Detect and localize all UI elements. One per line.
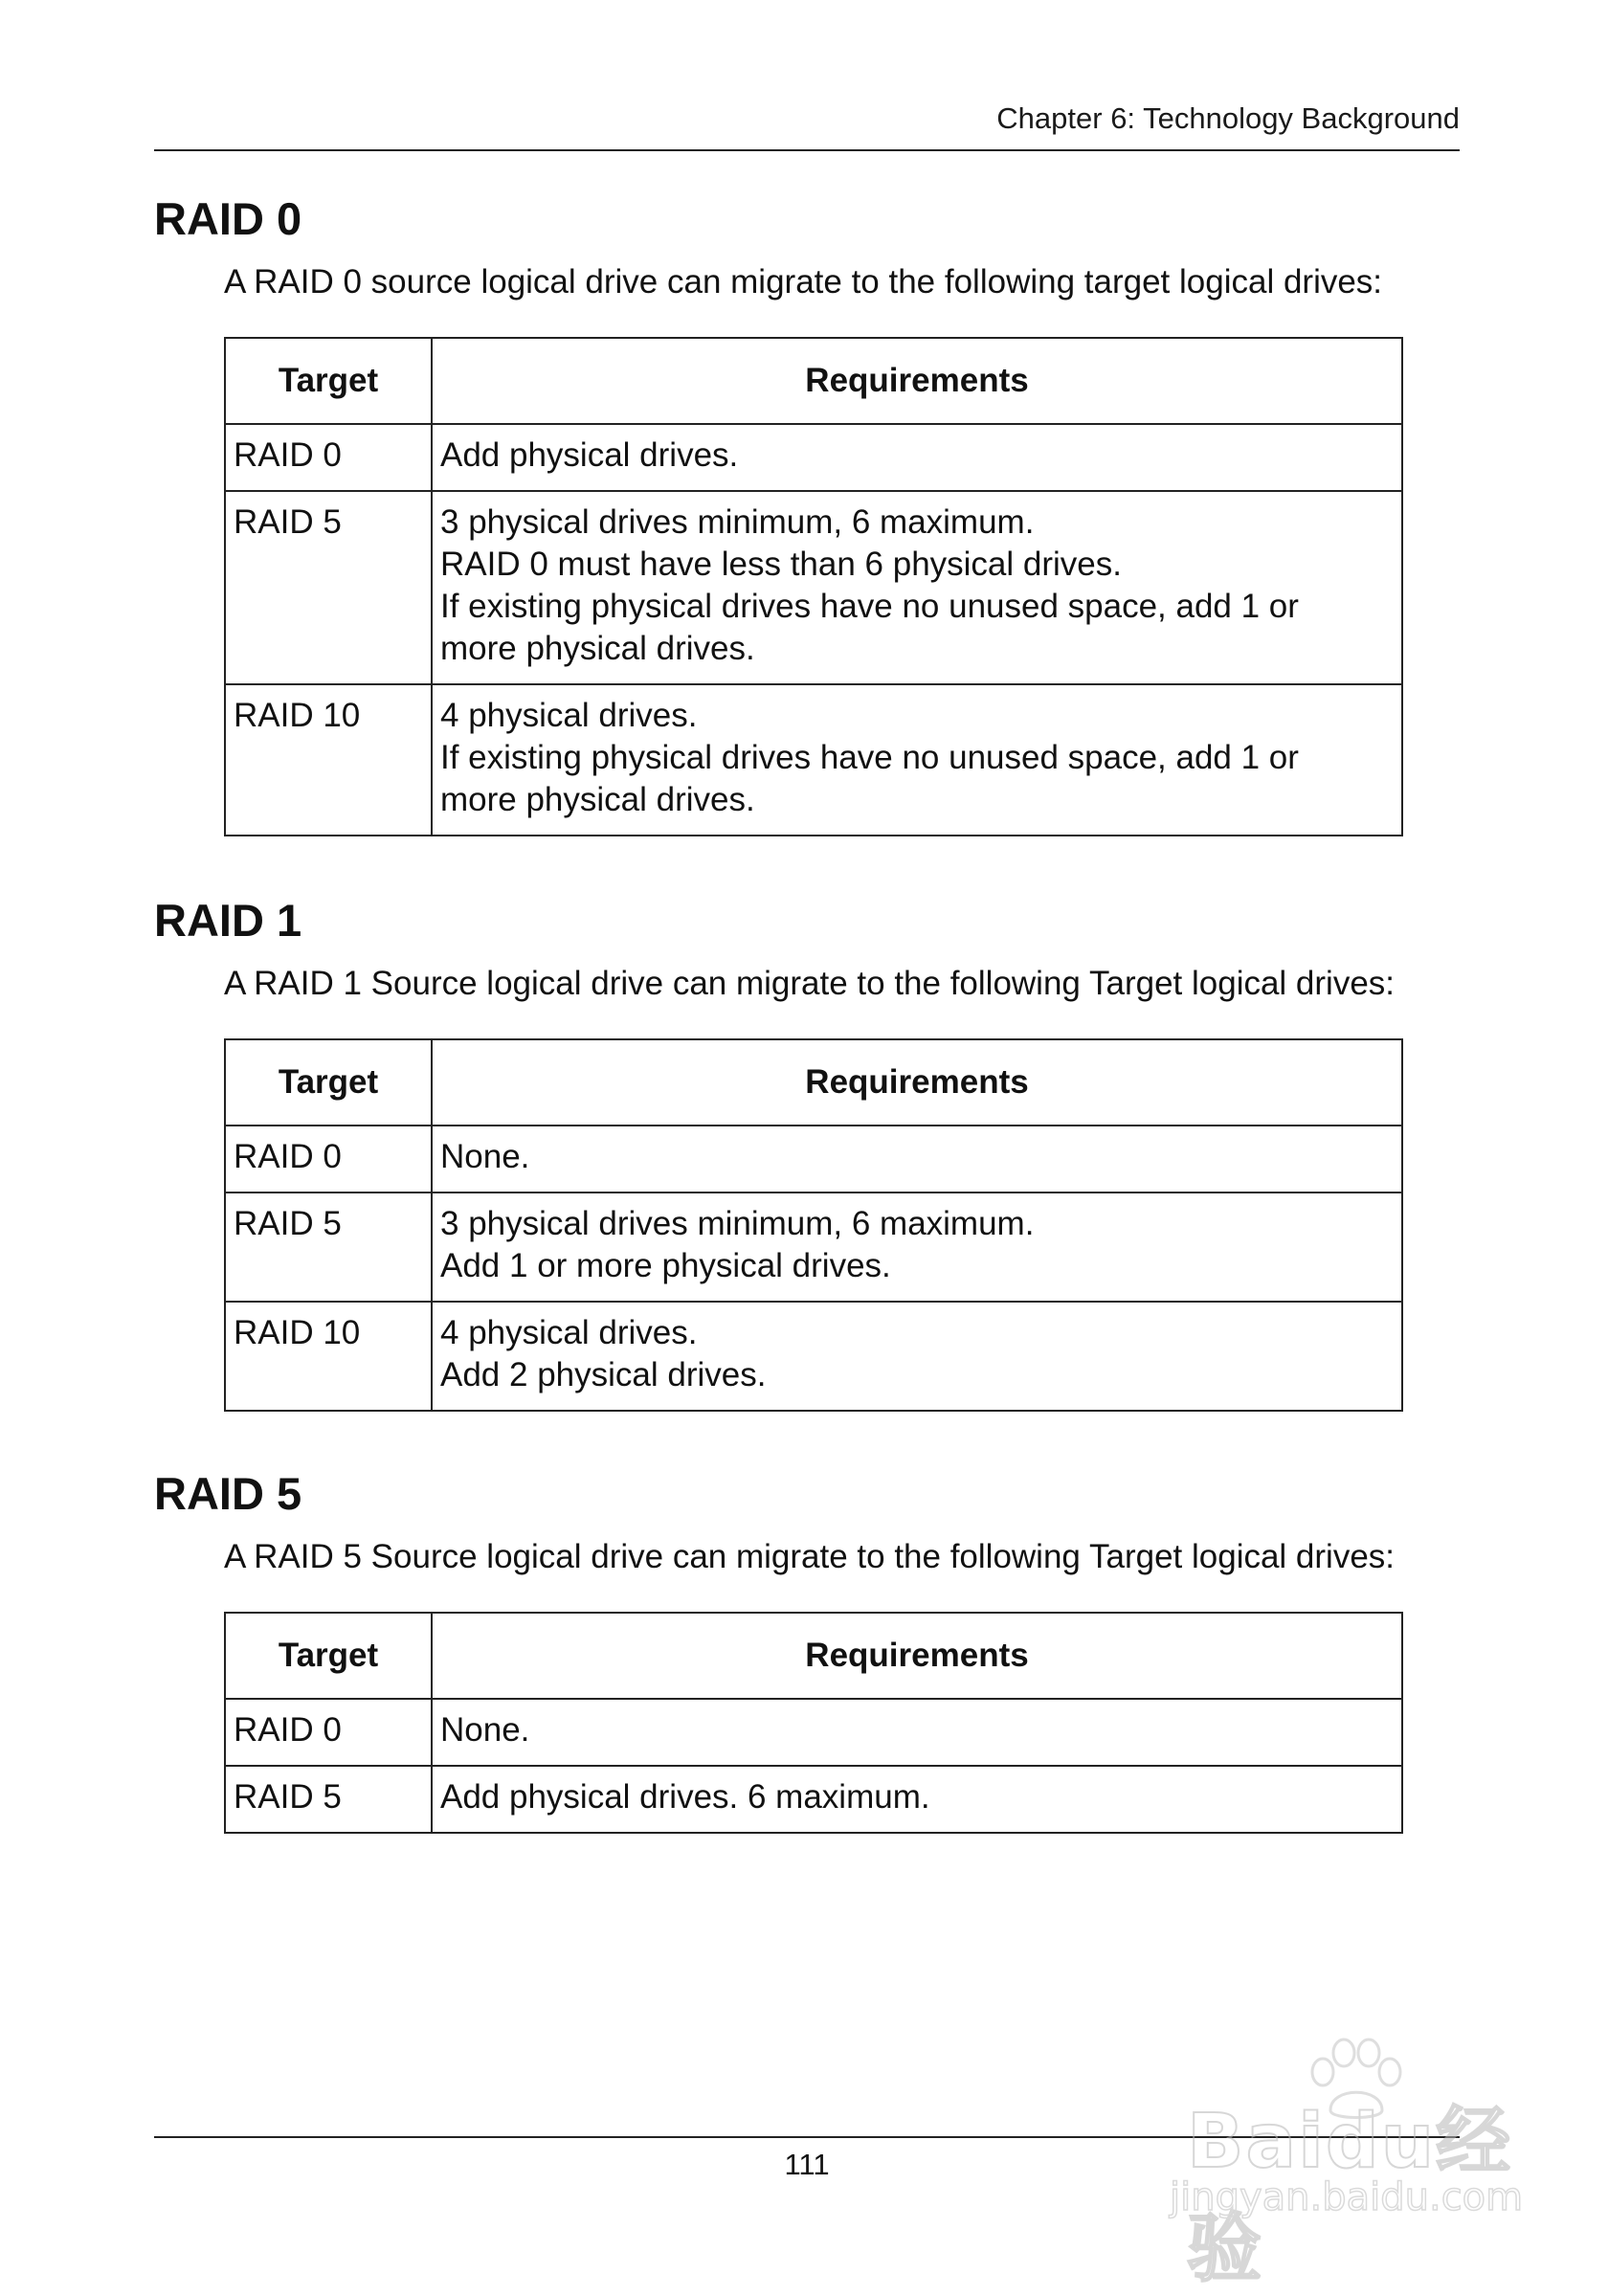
column-header-target: Target (225, 1039, 432, 1126)
requirements-cell (432, 1193, 1402, 1302)
watermark-brand: Baidu经验 (1187, 2099, 1513, 2292)
section-raid-0 (154, 193, 1460, 836)
section-intro: A RAID 5 Source logical drive can migrate to the following Target logical drives: (224, 1538, 1396, 1575)
section-intro: A RAID 0 source logical drive can migrate to the following target logical drives: (224, 263, 1383, 301)
chapter-title: Chapter 6: Technology Background (996, 101, 1460, 135)
requirement-line: If existing physical drives have no unused space, add 1 or (440, 588, 1299, 625)
target-cell: RAID 0 (225, 424, 432, 491)
target-cell: RAID 5 (225, 1766, 432, 1833)
requirements-cell (432, 1126, 1402, 1193)
requirements-cell (432, 684, 1402, 836)
requirement-line: more physical drives. (440, 781, 755, 818)
table-row (225, 684, 1402, 836)
requirement-line: 4 physical drives. (440, 1314, 698, 1351)
table-row (225, 1766, 1402, 1833)
column-header-requirements: Requirements (432, 1039, 1402, 1126)
column-header-target: Target (225, 338, 432, 424)
migration-table (224, 337, 1403, 836)
section-heading: RAID 0 (154, 193, 302, 244)
section-heading: RAID 5 (154, 1468, 302, 1519)
requirement-line: Add 1 or more physical drives. (440, 1247, 891, 1284)
migration-table (224, 1038, 1403, 1412)
section-raid-1 (154, 895, 1460, 1412)
table-header-row (225, 338, 1402, 424)
requirement-line: 3 physical drives minimum, 6 maximum. (440, 1205, 1035, 1242)
table-header-row (225, 1039, 1402, 1126)
requirement-line: more physical drives. (440, 630, 755, 667)
requirements-cell (432, 491, 1402, 684)
column-header-target: Target (225, 1613, 432, 1699)
target-cell: RAID 10 (225, 684, 432, 836)
section-heading: RAID 1 (154, 895, 302, 946)
requirement-line: If existing physical drives have no unused space, add 1 or (440, 739, 1299, 776)
table-row (225, 1126, 1402, 1193)
baidu-watermark (1158, 2034, 1524, 2292)
target-cell: RAID 10 (225, 1302, 432, 1411)
page-number: 111 (784, 2148, 830, 2181)
requirement-line: Add physical drives. (440, 436, 739, 474)
page-header (154, 92, 1460, 151)
table-header-row (225, 1613, 1402, 1699)
requirements-cell (432, 1699, 1402, 1766)
target-cell: RAID 5 (225, 491, 432, 684)
requirements-cell (432, 424, 1402, 491)
target-cell: RAID 5 (225, 1193, 432, 1302)
section-raid-5 (154, 1468, 1460, 1834)
requirement-line: 3 physical drives minimum, 6 maximum. (440, 503, 1035, 541)
requirement-line: RAID 0 must have less than 6 physical drives. (440, 546, 1122, 583)
column-header-requirements: Requirements (432, 338, 1402, 424)
requirement-line: None. (440, 1711, 530, 1749)
table-row (225, 1699, 1402, 1766)
watermark-url: jingyan.baidu.com (1170, 2175, 1524, 2219)
requirement-line: Add physical drives. 6 maximum. (440, 1778, 930, 1816)
table-row (225, 424, 1402, 491)
requirements-cell (432, 1302, 1402, 1411)
column-header-requirements: Requirements (432, 1613, 1402, 1699)
table-row (225, 1302, 1402, 1411)
section-intro: A RAID 1 Source logical drive can migrate to the following Target logical drives: (224, 965, 1396, 1002)
requirement-line: None. (440, 1138, 530, 1175)
requirement-line: Add 2 physical drives. (440, 1356, 767, 1393)
table-row (225, 491, 1402, 684)
migration-table (224, 1612, 1403, 1834)
requirements-cell (432, 1766, 1402, 1833)
target-cell: RAID 0 (225, 1699, 432, 1766)
requirement-line: 4 physical drives. (440, 697, 698, 734)
target-cell: RAID 0 (225, 1126, 432, 1193)
table-row (225, 1193, 1402, 1302)
